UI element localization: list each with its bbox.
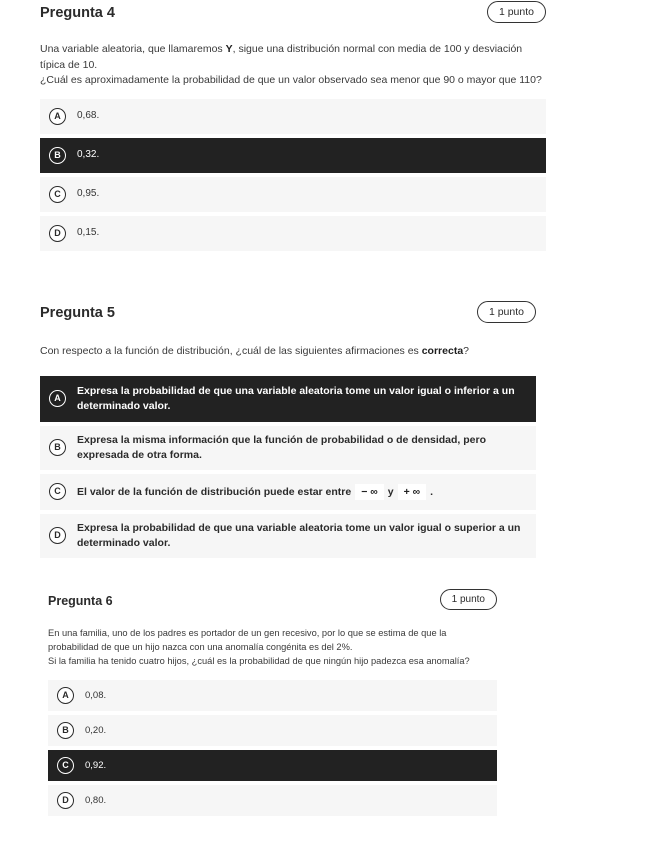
options-list	[40, 99, 546, 251]
variable-name: Y	[225, 43, 233, 55]
question-prompt: Si la familia ha tenido cuatro hijos, ¿cuál es la probabilidad de que ningún hijo padezca esa anomalía?	[48, 656, 470, 666]
option-letter-b: B	[57, 722, 74, 739]
question-title: Pregunta 5	[40, 305, 115, 321]
option-text: Expresa la misma información que la función de probabilidad o de densidad, pero expresada de otra forma.	[77, 433, 486, 461]
option-text: 0,95.	[77, 188, 100, 199]
option-text: Expresa la probabilidad de que una variable aleatoria tome un valor igual o inferior a un determinado valor.	[77, 384, 515, 412]
option-d[interactable]	[48, 785, 497, 816]
option-text-part: El valor de la función de distribución puede estar entre	[77, 485, 352, 498]
option-letter-b: B	[49, 439, 66, 456]
option-d[interactable]	[40, 216, 546, 251]
option-b[interactable]	[40, 138, 546, 173]
option-letter-c: C	[57, 757, 74, 774]
option-text: Expresa la probabilidad de que una variable aleatoria tome un valor igual o superior a un determinado valor.	[77, 521, 521, 549]
option-letter-a: A	[57, 687, 74, 704]
option-text	[77, 484, 433, 500]
option-letter-d: D	[49, 527, 66, 544]
option-text: 0,80.	[85, 794, 107, 806]
question-header	[48, 588, 497, 614]
option-letter-c: C	[49, 483, 66, 500]
points-badge: 1 punto	[440, 589, 497, 610]
option-letter-b: B	[49, 147, 66, 164]
question-text-part: Con respecto a la función de distribución, ¿cuál de las siguientes afirmaciones es	[40, 345, 422, 357]
option-letter-d: D	[57, 792, 74, 809]
option-text-part: .	[430, 485, 434, 498]
option-c[interactable]	[40, 177, 546, 212]
question-4	[40, 0, 546, 255]
option-letter-a: A	[49, 390, 66, 407]
option-text: 0,92.	[85, 759, 107, 771]
option-b[interactable]	[40, 426, 536, 470]
option-a[interactable]	[40, 376, 536, 422]
question-prompt: ¿Cuál es aproximadamente la probabilidad de que un valor observado sea menor que 90 o mayor que 110?	[40, 74, 542, 86]
question-title: Pregunta 4	[40, 5, 115, 21]
question-text-part: Una variable aleatoria, que llamaremos	[40, 43, 226, 55]
question-5	[40, 300, 536, 562]
emphasis-text: correcta	[421, 345, 464, 357]
option-text: 0,32.	[77, 149, 100, 160]
option-b[interactable]	[48, 715, 497, 746]
question-text-part: ?	[463, 345, 470, 357]
option-d[interactable]	[40, 514, 536, 558]
question-header	[40, 300, 536, 326]
option-letter-a: A	[49, 108, 66, 125]
question-title: Pregunta 6	[48, 594, 113, 608]
option-letter-c: C	[49, 186, 66, 203]
question-text	[40, 42, 546, 89]
options-list	[40, 376, 536, 558]
option-c[interactable]	[48, 750, 497, 781]
options-list	[48, 680, 497, 816]
option-text: 0,20.	[85, 724, 107, 736]
math-plus-infinity: + ∞	[398, 484, 427, 500]
math-minus-infinity: − ∞	[355, 484, 384, 500]
option-text-part: y	[387, 485, 394, 498]
option-letter-d: D	[49, 225, 66, 242]
option-a[interactable]	[40, 99, 546, 134]
question-6	[48, 588, 497, 820]
question-statement: En una familia, uno de los padres es portador de un gen recesivo, por lo que se estima de que la probabilidad de que un hijo nazca con una anomalía congénita es del 2%.	[48, 628, 447, 652]
option-a[interactable]	[48, 680, 497, 711]
option-c[interactable]	[40, 474, 536, 510]
points-badge: 1 punto	[487, 1, 546, 23]
question-text	[48, 626, 497, 668]
option-text: 0,08.	[85, 689, 107, 701]
question-text-part: , sigue una distribución normal con media de 100 y desviación típica de 10.	[40, 43, 523, 71]
option-text: 0,15.	[77, 227, 100, 238]
option-text: 0,68.	[77, 110, 100, 121]
points-badge: 1 punto	[477, 301, 536, 323]
question-header	[40, 0, 546, 26]
question-text	[40, 344, 536, 360]
